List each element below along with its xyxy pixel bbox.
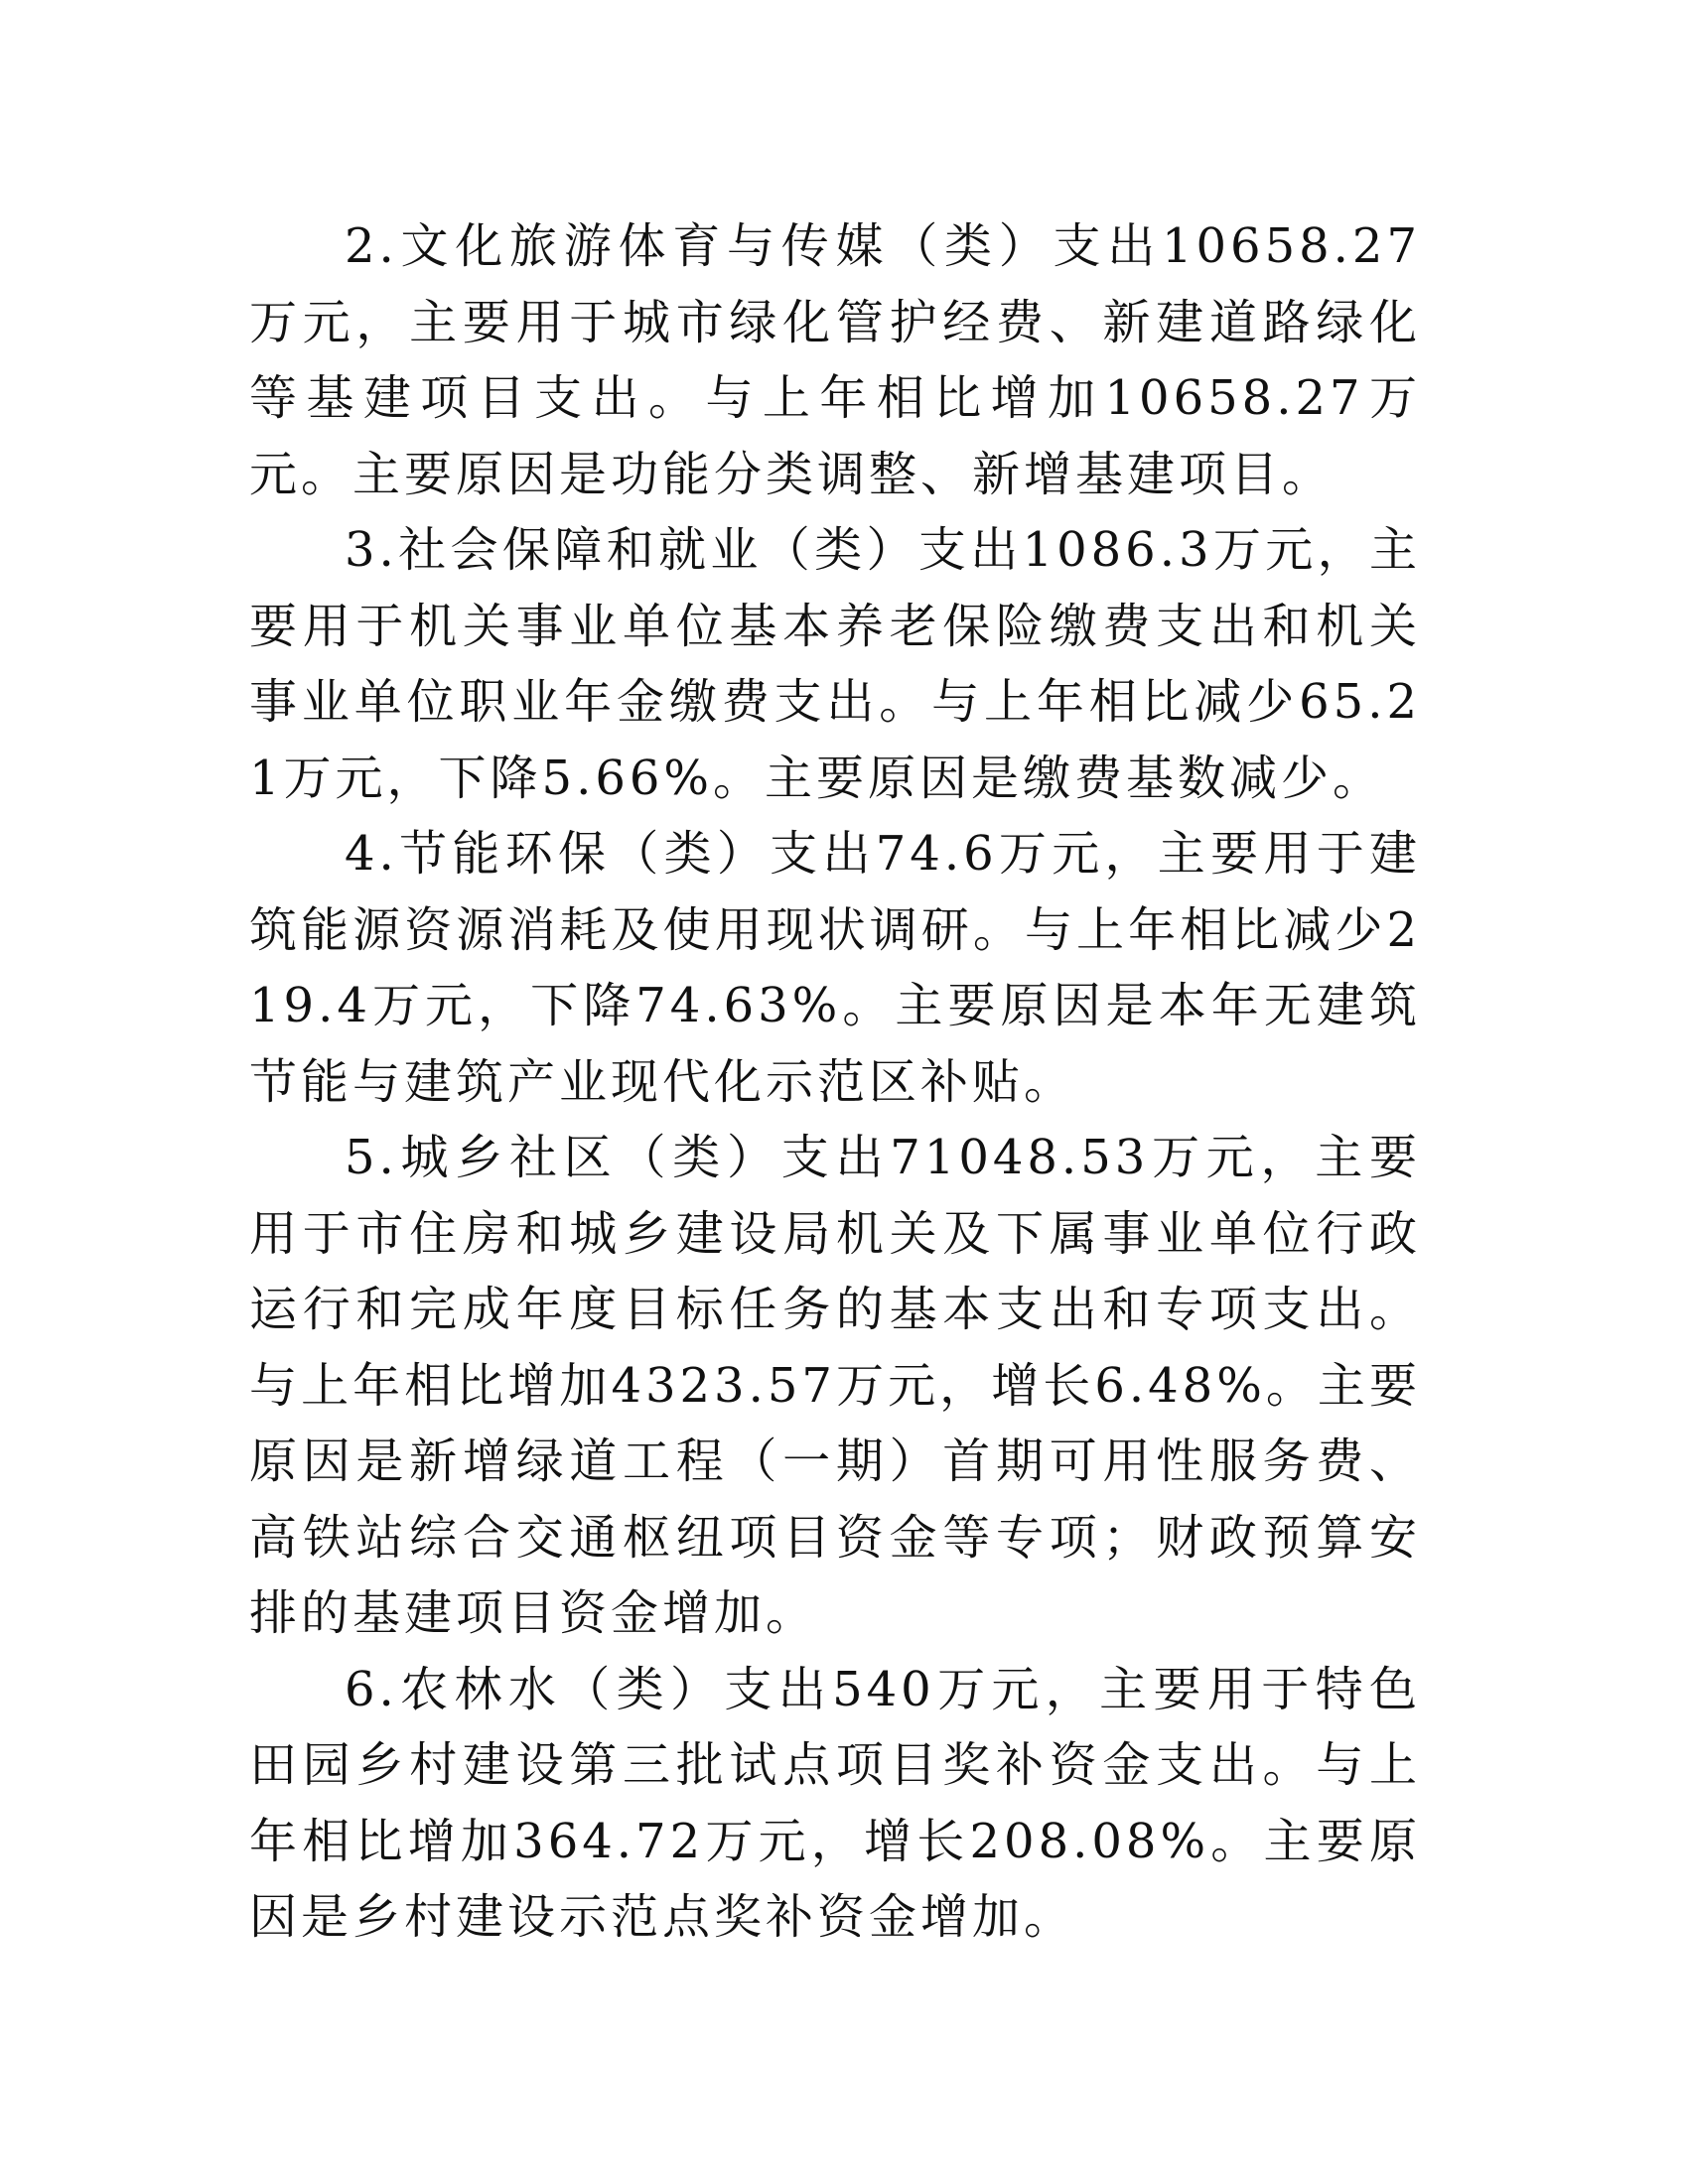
- paragraph-culture-tourism-sports-media: 2.文化旅游体育与传媒（类）支出10658.27万元，主要用于城市绿化管护经费、新建道路绿化等基建项目支出。与上年相比增加10658.27万元。主要原因是功能分类调整、新增基建项目。: [249, 218, 1421, 502]
- paragraph-energy-saving-environment: 4.节能环保（类）支出74.6万元，主要用于建筑能源资源消耗及使用现状调研。与上年相比减少219.4万元，下降74.63%。主要原因是本年无建筑节能与建筑产业现代化示范区补贴。: [249, 826, 1421, 1110]
- paragraph-agriculture-forestry-water: 6.农林水（类）支出540万元，主要用于特色田园乡村建设第三批试点项目奖补资金支出。与上年相比增加364.72万元，增长208.08%。主要原因是乡村建设示范点奖补资金增加。: [249, 1661, 1421, 1945]
- paragraph-urban-rural-community: 5.城乡社区（类）支出71048.53万元，主要用于市住房和城乡建设局机关及下属事业单位行政运行和完成年度目标任务的基本支出和专项支出。与上年相比增加4323.57万元，增长6.48%。主要原因是新增绿道工程（一期）首期可用性服务费、高铁站综合交通枢纽项目资金等专项；财政预算安排的基建项目资金增加。: [249, 1130, 1421, 1641]
- paragraph-social-security-employment: 3.社会保障和就业（类）支出1086.3万元，主要用于机关事业单位基本养老保险缴费支出和机关事业单位职业年金缴费支出。与上年相比减少65.21万元，下降5.66%。主要原因是缴费基数减少。: [249, 522, 1421, 806]
- document-page: [249, 208, 1421, 1956]
